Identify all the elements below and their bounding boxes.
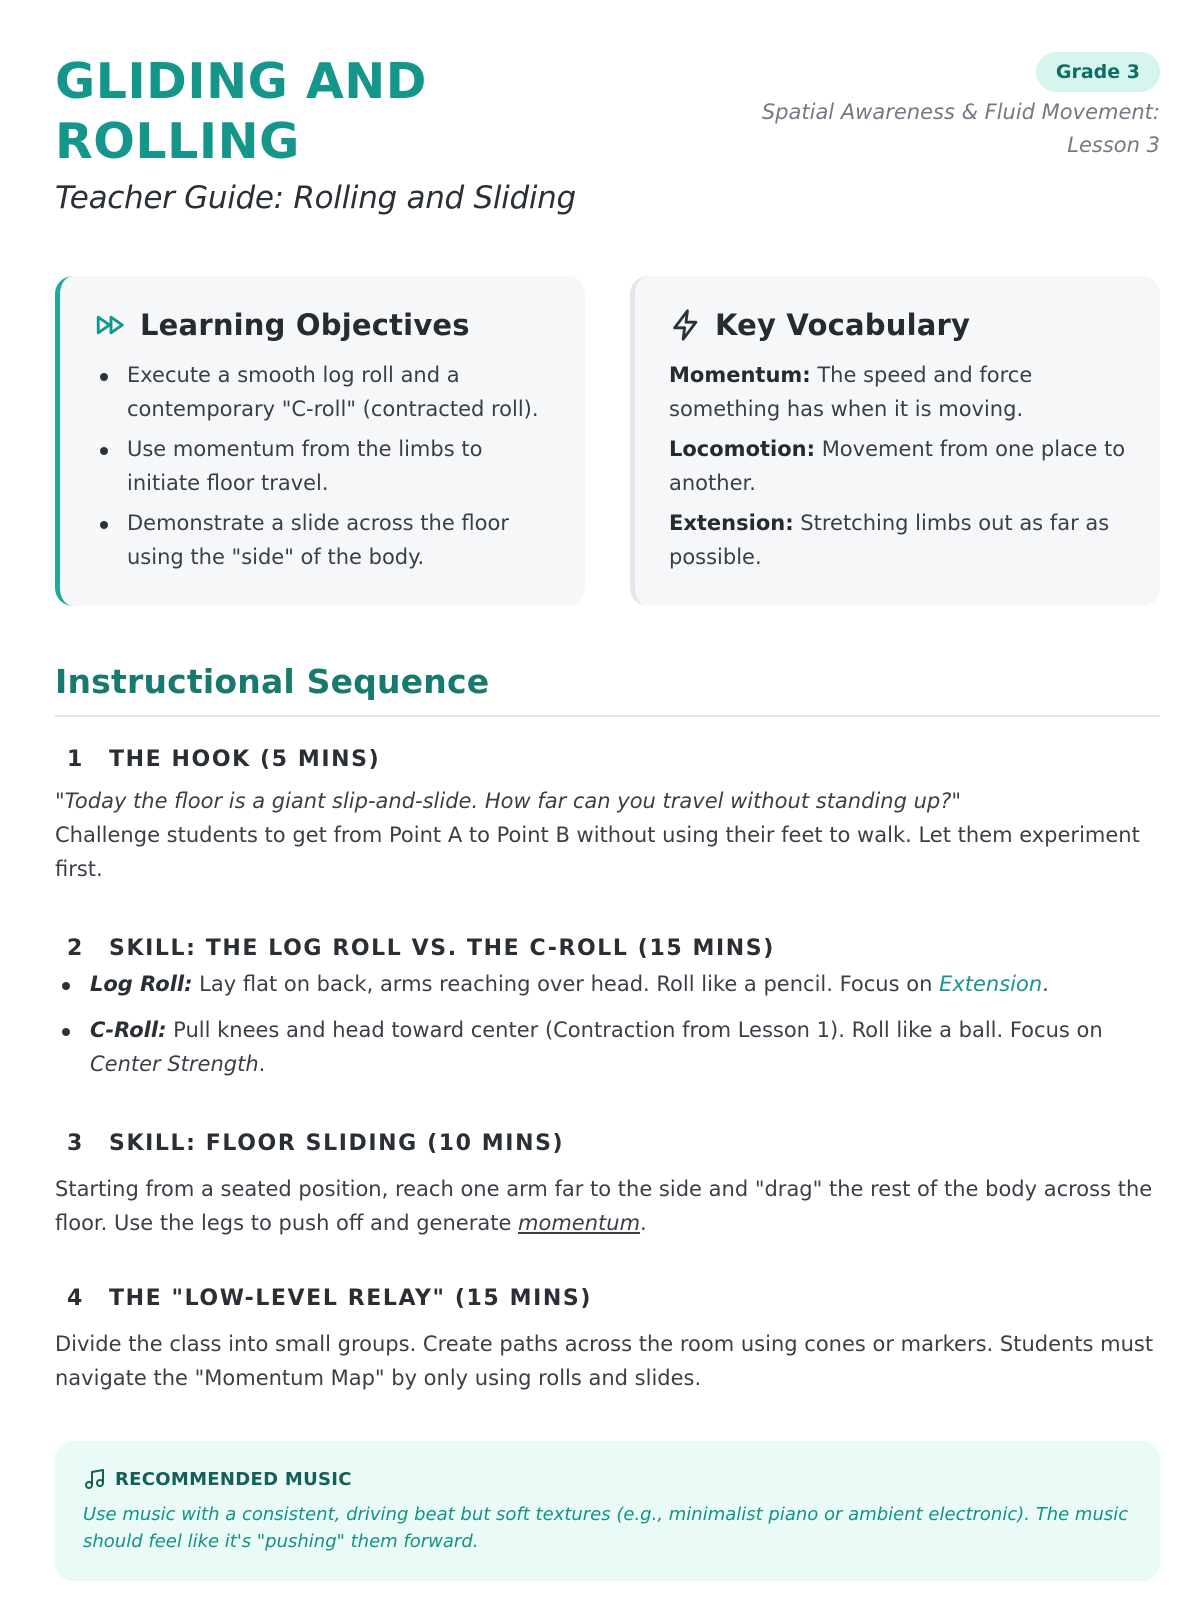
vocab-item bbox=[669, 506, 1132, 574]
sequence-step-4 bbox=[55, 1286, 1160, 1395]
list-item: Use momentum from the limbs to initiate floor travel. bbox=[94, 432, 557, 500]
bullet-text: Lay flat on back, arms reaching over head. Roll like a pencil. Focus on bbox=[192, 972, 940, 996]
sequence-step-2 bbox=[55, 936, 1160, 1093]
vocab-term: Momentum: bbox=[669, 363, 811, 387]
bullet-label: C-Roll: bbox=[90, 1018, 167, 1042]
bullet-end: . bbox=[1042, 972, 1049, 996]
vocab-item bbox=[669, 358, 1132, 426]
music-note-icon bbox=[83, 1467, 107, 1491]
fast-forward-icon bbox=[94, 308, 128, 342]
step-title: THE HOOK (5 MINS) bbox=[109, 747, 381, 772]
emphasis-term: momentum bbox=[518, 1211, 641, 1235]
step-body bbox=[55, 1172, 1160, 1240]
sequence-step-3 bbox=[55, 1131, 1160, 1240]
step-number: 3 bbox=[67, 1131, 83, 1156]
step-text: Challenge students to get from Point A to Point B without using their feet to walk. Let them experiment first. bbox=[55, 823, 1140, 881]
step-number: 1 bbox=[67, 747, 83, 772]
page-header bbox=[55, 52, 1160, 222]
header-meta bbox=[660, 52, 1160, 162]
step-end: . bbox=[640, 1211, 647, 1235]
step-header bbox=[55, 936, 1160, 961]
hook-quote: "Today the floor is a giant slip-and-slide. How far can you travel without standing up?" bbox=[55, 789, 962, 813]
step-number: 4 bbox=[67, 1286, 83, 1311]
step-header bbox=[55, 1286, 1160, 1311]
vocab-term: Extension: bbox=[669, 511, 794, 535]
step-text: Divide the class into small groups. Create paths across the room using cones or markers. Students must navigate the "Momentum Map" by only using rolls and slides. bbox=[55, 1332, 1154, 1390]
vocab-definition: Movement from one place to another. bbox=[669, 437, 1126, 495]
objectives-list bbox=[94, 358, 557, 574]
recommended-music-callout bbox=[55, 1441, 1160, 1581]
key-vocabulary-card bbox=[630, 276, 1160, 606]
vocab-item bbox=[669, 432, 1132, 500]
vocab-definition: The speed and force something has when it is moving. bbox=[669, 363, 1033, 421]
step-header bbox=[55, 1131, 1160, 1156]
page-subtitle: Teacher Guide: Rolling and Sliding bbox=[55, 180, 576, 216]
callout-header bbox=[83, 1467, 1132, 1491]
vocab-definition: Stretching limbs out as far as possible. bbox=[669, 511, 1110, 569]
focus-term: Center Strength bbox=[90, 1052, 259, 1076]
step-header bbox=[55, 747, 1160, 772]
callout-text: Use music with a consistent, driving beat but soft textures (e.g., minimalist piano or ambient electronic). The music should feel like it's "pushing" them forward. bbox=[83, 1504, 1129, 1552]
bullet-text: Pull knees and head toward center (Contraction from Lesson 1). Roll like a ball. Focus on bbox=[166, 1018, 1103, 1042]
grade-badge: Grade 3 bbox=[1036, 52, 1160, 92]
step-title: THE "LOW-LEVEL RELAY" (15 MINS) bbox=[109, 1286, 592, 1311]
overview-cards bbox=[55, 276, 1160, 606]
step-text: Starting from a seated position, reach one arm far to the side and "drag" the rest of the body across the floor. Use the legs to push off and generate bbox=[55, 1177, 1153, 1235]
focus-term: Extension bbox=[939, 972, 1043, 996]
step-number: 2 bbox=[67, 936, 83, 961]
card-title: Learning Objectives bbox=[140, 308, 470, 342]
step-bullets bbox=[55, 967, 1160, 1081]
list-item: Execute a smooth log roll and a contemporary "C-roll" (contracted roll). bbox=[94, 358, 557, 426]
bullet-label: Log Roll: bbox=[90, 972, 193, 996]
sequence-step-1 bbox=[55, 747, 1160, 886]
list-item: Demonstrate a slide across the floor using the "side" of the body. bbox=[94, 506, 557, 574]
vocabulary-list bbox=[669, 358, 1132, 574]
list-item bbox=[55, 967, 1160, 1001]
step-body bbox=[55, 784, 1160, 886]
section-heading: Instructional Sequence bbox=[55, 662, 490, 701]
lightning-icon bbox=[669, 308, 703, 342]
learning-objectives-card bbox=[55, 276, 585, 606]
page-title: GLIDING AND ROLLING bbox=[55, 53, 427, 170]
step-title: SKILL: FLOOR SLIDING (10 MINS) bbox=[109, 1131, 565, 1156]
bullet-end: . bbox=[258, 1052, 266, 1076]
card-header bbox=[94, 308, 557, 342]
callout-title: RECOMMENDED MUSIC bbox=[115, 1468, 352, 1490]
step-title: SKILL: THE LOG ROLL VS. THE C-ROLL (15 MINS) bbox=[109, 936, 775, 961]
section-divider bbox=[55, 715, 1160, 717]
card-header bbox=[669, 308, 1132, 342]
vocab-term: Locomotion: bbox=[669, 437, 816, 461]
card-title: Key Vocabulary bbox=[715, 308, 971, 342]
lesson-label: Spatial Awareness & Fluid Movement: Lesson 3 bbox=[761, 100, 1160, 157]
list-item bbox=[55, 1013, 1160, 1081]
